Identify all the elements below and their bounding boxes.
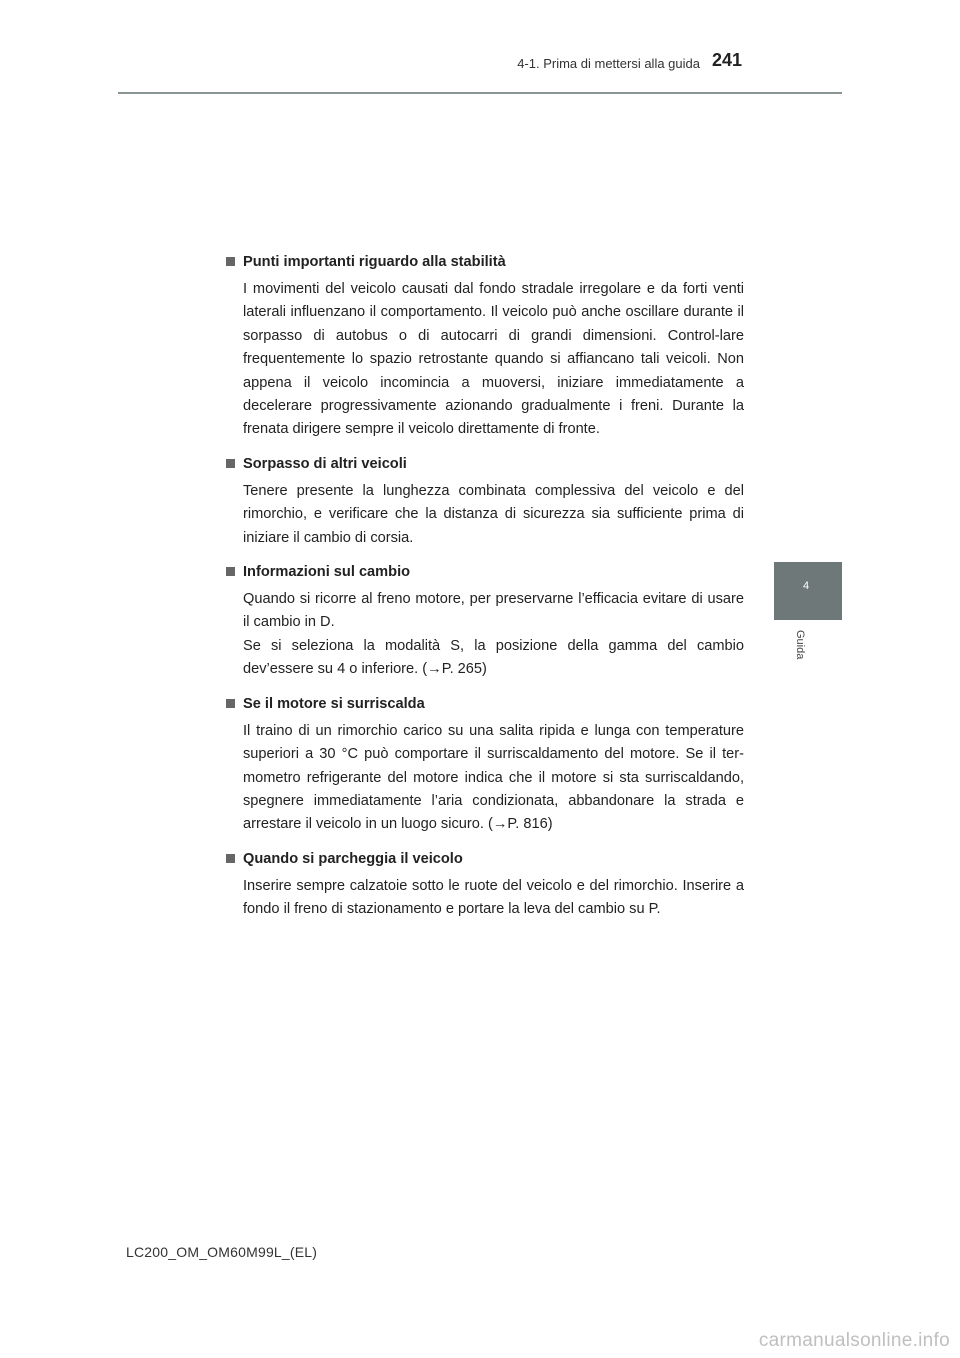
square-bullet-icon (226, 567, 235, 576)
paragraph: Quando si ricorre al freno motore, per preservarne l’efficacia evitare di usare il cambio in D. (243, 591, 744, 631)
section-overtaking (226, 452, 744, 550)
section-body (226, 720, 744, 837)
section-body (226, 875, 744, 922)
chapter-label: Guida (794, 630, 806, 660)
page-content (226, 250, 744, 932)
header-section-title: 4-1. Prima di mettersi alla guida (517, 56, 700, 71)
paragraph: Tenere presente la lunghezza combinata complessiva del veicolo e del rimorchio, e verificare che la distanza di sicurezza sia sufficiente prima di iniziare il cambio di corsia. (243, 482, 744, 546)
square-bullet-icon (226, 699, 235, 708)
section-overheating (226, 692, 744, 837)
footer-document-code: LC200_OM_OM60M99L_(EL) (126, 1244, 318, 1260)
chapter-number: 4 (802, 580, 810, 592)
paragraph: Inserire sempre calzatoie sotto le ruote del veicolo e del rimorchio. Inserire a fondo il freno di stazionamento e portare la leva del cambio su P. (243, 877, 744, 918)
square-bullet-icon (226, 459, 235, 468)
section-heading (226, 847, 744, 871)
section-body (226, 278, 744, 442)
section-parking (226, 847, 744, 922)
section-body (226, 588, 744, 682)
chapter-tab (774, 562, 842, 620)
section-heading (226, 250, 744, 274)
paragraph: I movimenti del veicolo causati dal fondo stradale irregolare e da forti venti laterali influenzano il comportamento. Il veicolo può anche oscillare durante il sorpasso di autobus o di autocarri di grandi dimensioni. Control-lare frequentemente lo spazio retrostante quando si affiancano tali veicoli. Non appena il veicolo incomincia a muoversi, iniziare immediatamente a decelerare progressivamente azionando gradualmente i freni. Durante la frenata dirigere sempre il veicolo direttamente di fronte. (243, 281, 744, 438)
header-divider (118, 92, 842, 94)
watermark: carmanualsonline.info (758, 1330, 950, 1351)
paragraph: Se si seleziona la modalità S, la posizione della gamma del cambio dev’essere su 4 o inferiore. (→P. 265) (243, 637, 744, 678)
section-heading (226, 692, 744, 716)
section-heading (226, 452, 744, 476)
section-heading-text: Se il motore si surriscalda (243, 695, 425, 712)
section-heading-text: Sorpasso di altri veicoli (243, 455, 407, 472)
section-heading-text: Punti importanti riguardo alla stabilità (243, 254, 506, 270)
section-stability (226, 250, 744, 442)
section-body (226, 480, 744, 550)
square-bullet-icon (226, 257, 235, 266)
section-heading-text: Quando si parcheggia il veicolo (243, 850, 463, 867)
section-heading-text: Informazioni sul cambio (243, 564, 411, 581)
square-bullet-icon (226, 854, 235, 863)
page-number: 241 (712, 50, 743, 70)
paragraph: Il traino di un rimorchio carico su una salita ripida e lunga con temperature superiori a 30 °C può comportare il surriscaldamento del motore. Se il ter-mometro refrigerante del motore indica che il motore si sta surriscaldando, spegnere immediatamente l’aria condizionata, abbandonare la strada e arrestare il veicolo in un luogo sicuro. (→P. 816) (243, 722, 744, 833)
section-transmission (226, 560, 744, 682)
section-heading (226, 560, 744, 584)
